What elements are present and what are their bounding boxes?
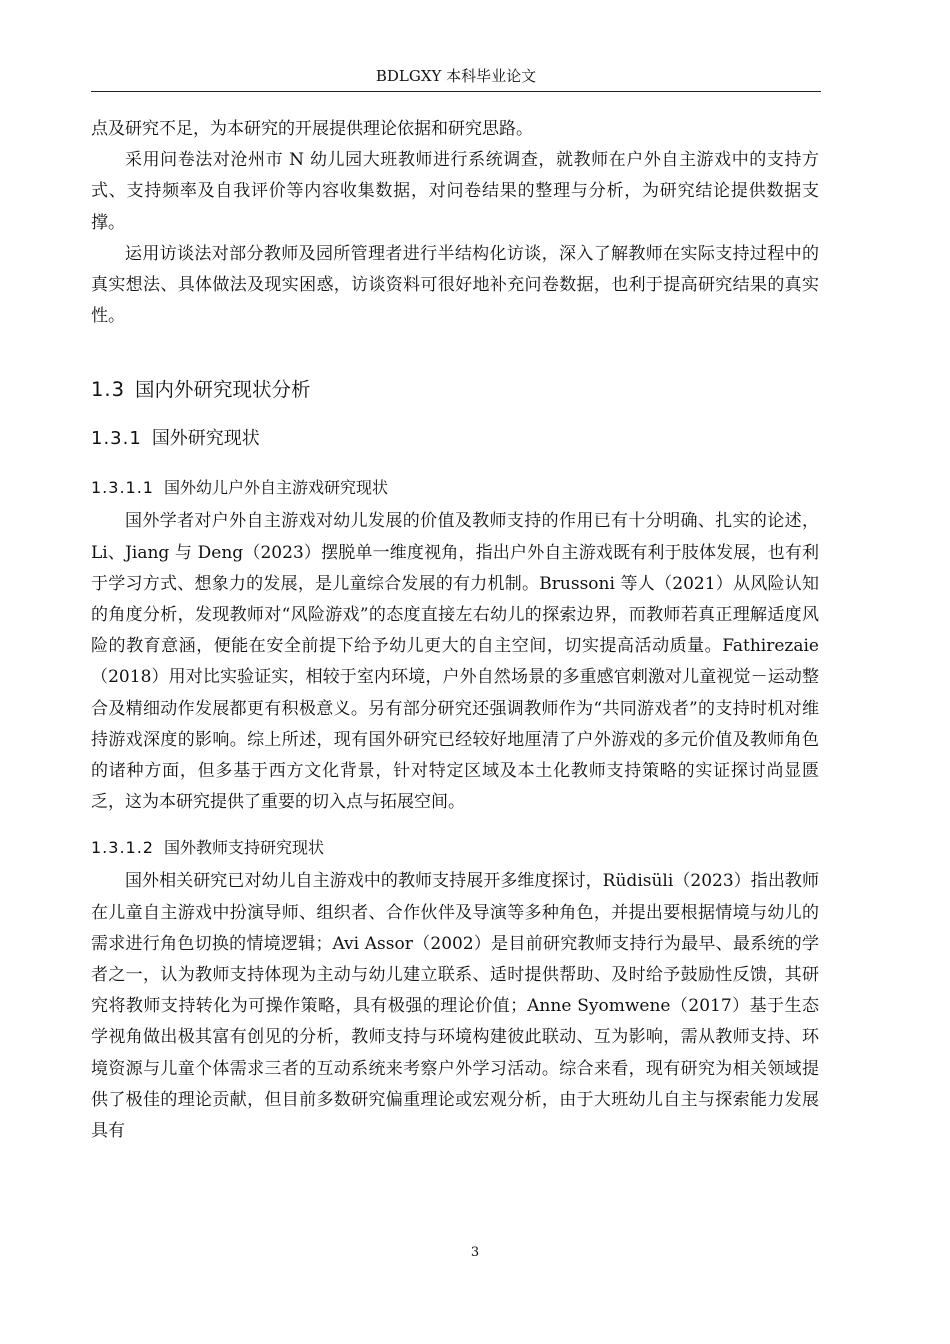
header-divider [91,91,821,92]
running-header: BDLGXY 本科毕业论文 [375,67,537,85]
section-number: 1.3.1 [91,428,142,450]
body-paragraph: 国外相关研究已对幼儿自主游戏中的教师支持展开多维度探讨，Rüdisüli（2023）指出教师在儿童自主游戏中扮演导师、组织者、合作伙伴及导演等多种角色，并提出要根据情境与幼儿的需求进行角色切换的情境逻辑；Avi Assor（2002）是目前研究教师支持行为最早、最系统的学者之一，认为教师支持体现为主动与幼儿建立联系、适时提供帮助、及时给予鼓励性反馈，其研究将教师支持转化为可操作策略，具有极强的理论价值；Anne Syomwene（2017）基于生态学视角做出极其富有创见的分析，教师支持与环境构建彼此联动、互为影响，需从教师支持、环境资源与儿童个体需求三者的互动系统来考察户外学习活动。综合来看，现有研究为相关领域提供了极佳的理论贡献，但目前多数研究偏重理论或宏观分析，由于大班幼儿自主与探索能力发展具有 [91,871,819,1142]
section-heading-1-3 [91,376,819,404]
section-heading-1-3-1-2 [91,836,819,860]
body-paragraph: 采用问卷法对沧州市 N 幼儿园大班教师进行系统调查，就教师在户外自主游戏中的支持方式、支持频率及自我评价等内容收集数据，对问卷结果的整理与分析，为研究结论提供数据支撑。 [91,150,819,233]
body-paragraph: 国外学者对户外自主游戏对幼儿发展的价值及教师支持的作用已有十分明确、扎实的论述，Li、Jiang 与 Deng（2023）摆脱单一维度视角，指出户外自主游戏既有利于肢体发展，也有利于学习方式、想象力的发展，是儿童综合发展的有力机制。Brussoni 等人（2021）从风险认知的角度分析，发现教师对“风险游戏”的态度直接左右幼儿的探索边界，而教师若真正理解适度风险的教育意涵，便能在安全前提下给予幼儿更大的自主空间，切实提高活动质量。Fathirezaie（2018）用对比实验证实，相较于室内环境，户外自然场景的多重感官刺激对儿童视觉－运动整合及精细动作发展都更有积极意义。另有部分研究还强调教师作为“共同游戏者”的支持时机对维持游戏深度的影响。综上所述，现有国外研究已经较好地厘清了户外游戏的多元价值及教师角色的诸种方面，但多基于西方文化背景，针对特定区域及本土化教师支持策略的实证探讨尚显匮乏，这为本研究提供了重要的切入点与拓展空间。 [91,511,819,813]
section-title: 国外幼儿户外自主游戏研究现状 [163,478,388,498]
section-number: 1.3 [91,378,126,402]
section-heading-1-3-1-1 [91,476,819,500]
section-title: 国内外研究现状分析 [135,378,311,402]
page-number: 3 [470,1245,480,1260]
document-body [91,114,819,1147]
section-title: 国外教师支持研究现状 [163,838,324,858]
section-number: 1.3.1.1 [91,478,154,498]
body-paragraph: 点及研究不足，为本研究的开展提供理论依据和研究思路。 [91,119,533,139]
section-title: 国外研究现状 [151,428,260,450]
body-paragraph: 运用访谈法对部分教师及园所管理者进行半结构化访谈，深入了解教师在实际支持过程中的真实想法、具体做法及现实困惑，访谈资料可很好地补充问卷数据，也利于提高研究结果的真实性。 [91,243,819,327]
section-heading-1-3-1 [91,426,819,452]
section-number: 1.3.1.2 [91,838,154,858]
